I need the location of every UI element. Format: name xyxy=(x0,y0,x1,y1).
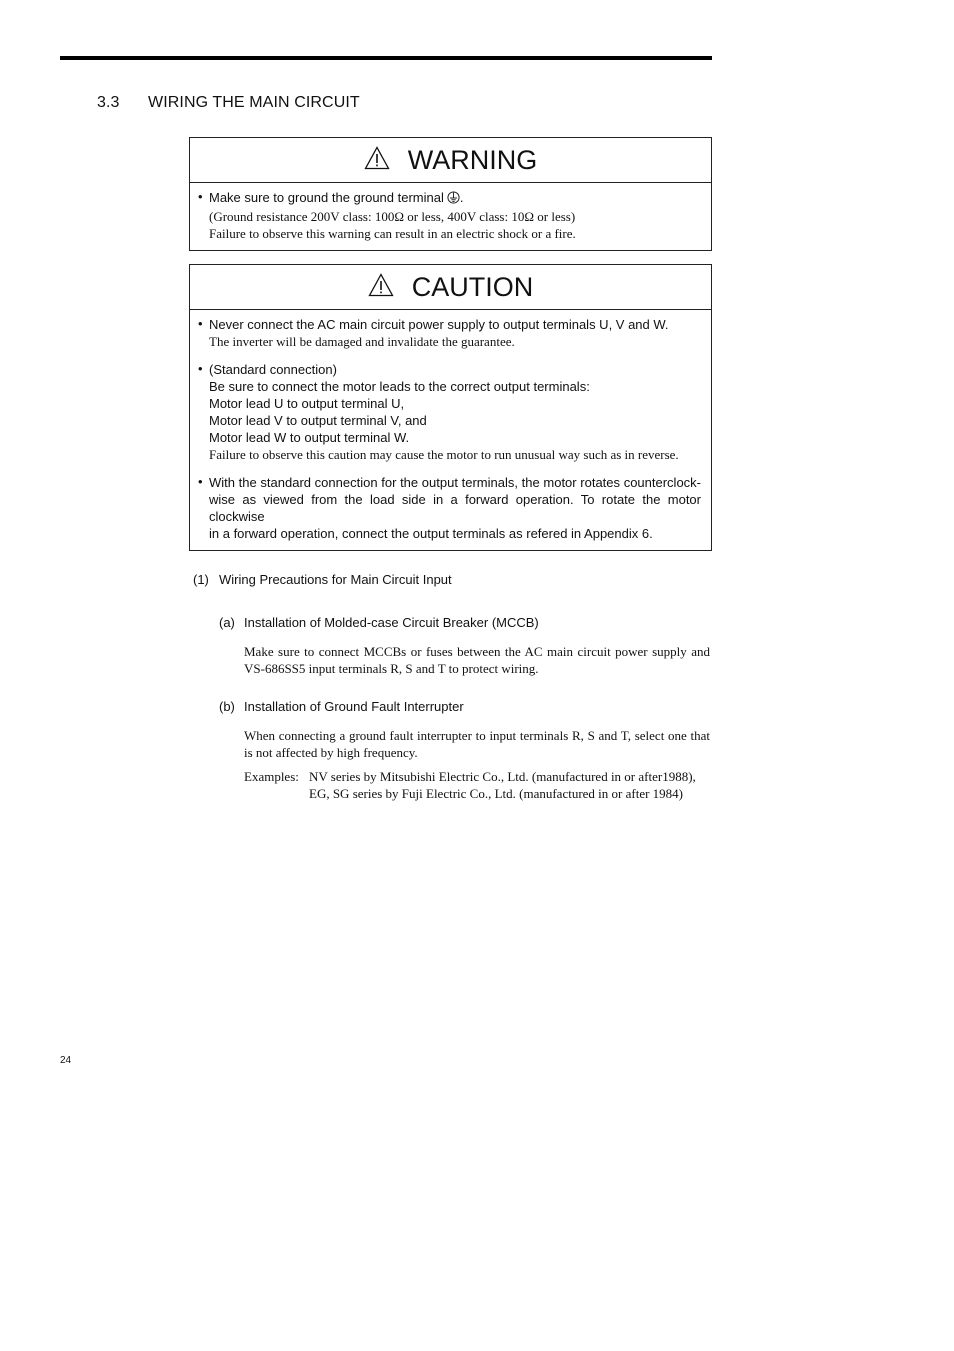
caution-item-2-line-4: Motor lead V to output terminal V, and xyxy=(209,413,427,428)
subsection-b-line-1: When connecting a ground fault interrupter to input terminals R, S and T, select one that xyxy=(244,728,710,743)
warning-title: WARNING xyxy=(407,144,538,175)
warning-header xyxy=(190,138,711,183)
caution-item-1-line-2: The inverter will be damaged and invalidate the guarantee. xyxy=(209,334,515,349)
subsection-b-line-2: is not affected by high frequency. xyxy=(244,745,418,760)
caution-item-2 xyxy=(198,361,701,463)
example-2: EG, SG series by Fuji Electric Co., Ltd. (manufactured in or after 1984) xyxy=(309,786,684,801)
caution-title: CAUTION xyxy=(411,271,534,302)
caution-item-2-line-2: Be sure to connect the motor leads to the correct output terminals: xyxy=(209,379,590,394)
caution-item-3-line-2: wise as viewed from the load side in a forward operation. To rotate the motor clockwise xyxy=(209,492,701,524)
warning-triangle-icon xyxy=(364,146,390,175)
caution-item-2-line-5: Motor lead W to output terminal W. xyxy=(209,430,410,445)
subsection-b-number: (b) xyxy=(219,699,235,714)
ground-terminal-icon xyxy=(447,191,460,208)
caution-header xyxy=(190,265,711,310)
examples-block xyxy=(244,768,714,802)
caution-item-1-line-1: • Never connect the AC main circuit power supply to output terminals U, V and W. xyxy=(209,317,669,332)
subsection-b-paragraph xyxy=(244,727,710,761)
page-number: 24 xyxy=(60,1055,72,1066)
warning-line-1-end: . xyxy=(459,190,464,205)
top-rule xyxy=(60,56,712,60)
warning-box xyxy=(189,137,712,251)
caution-triangle-icon xyxy=(368,273,394,302)
caution-item-3-line-1: • With the standard connection for the output terminals, the motor rotates counterclock- xyxy=(209,475,701,490)
caution-item-1 xyxy=(198,316,701,350)
subsection-a-line-1: Make sure to connect MCCBs or fuses between the AC main circuit power supply and xyxy=(244,644,710,659)
caution-item-2-line-6: Failure to observe this caution may cause the motor to run unusual way such as in reverse. xyxy=(209,447,679,462)
caution-item-3 xyxy=(198,474,701,542)
subsection-1-heading xyxy=(193,572,452,587)
caution-box xyxy=(189,264,712,551)
caution-body xyxy=(190,310,711,550)
warning-line-3: Failure to observe this warning can result in an electric shock or a fire. xyxy=(209,226,576,241)
subsection-1-number: (1) xyxy=(193,572,209,587)
examples-label: Examples: xyxy=(244,769,299,784)
subsection-b-heading xyxy=(219,699,464,714)
section-title: WIRING THE MAIN CIRCUIT xyxy=(148,94,360,111)
warning-bullet xyxy=(198,189,701,242)
subsection-a-paragraph xyxy=(244,643,710,677)
subsection-a-number: (a) xyxy=(219,615,235,630)
section-number: 3.3 xyxy=(97,94,120,111)
warning-line-1: Make sure to ground the ground terminal xyxy=(209,190,444,205)
subsection-a-title: Installation of Molded-case Circuit Breaker (MCCB) xyxy=(244,615,539,630)
caution-item-2-line-3: Motor lead U to output terminal U, xyxy=(209,396,405,411)
subsection-1-title: Wiring Precautions for Main Circuit Input xyxy=(219,572,452,587)
subsection-b-title: Installation of Ground Fault Interrupter xyxy=(244,699,464,714)
subsection-a-heading xyxy=(219,615,539,630)
warning-line-2: (Ground resistance 200V class: 100Ω or less, 400V class: 10Ω or less) xyxy=(209,209,576,224)
warning-body xyxy=(190,183,711,250)
subsection-a-line-2: VS-686SS5 input terminals R, S and T to protect wiring. xyxy=(244,661,539,676)
example-1: NV series by Mitsubishi Electric Co., Ltd. (manufactured in or after1988), xyxy=(309,769,696,784)
section-heading xyxy=(97,94,360,112)
caution-item-2-line-1: • (Standard connection) xyxy=(209,362,337,377)
caution-item-3-line-3: in a forward operation, connect the output terminals as refered in Appendix 6. xyxy=(209,526,653,541)
